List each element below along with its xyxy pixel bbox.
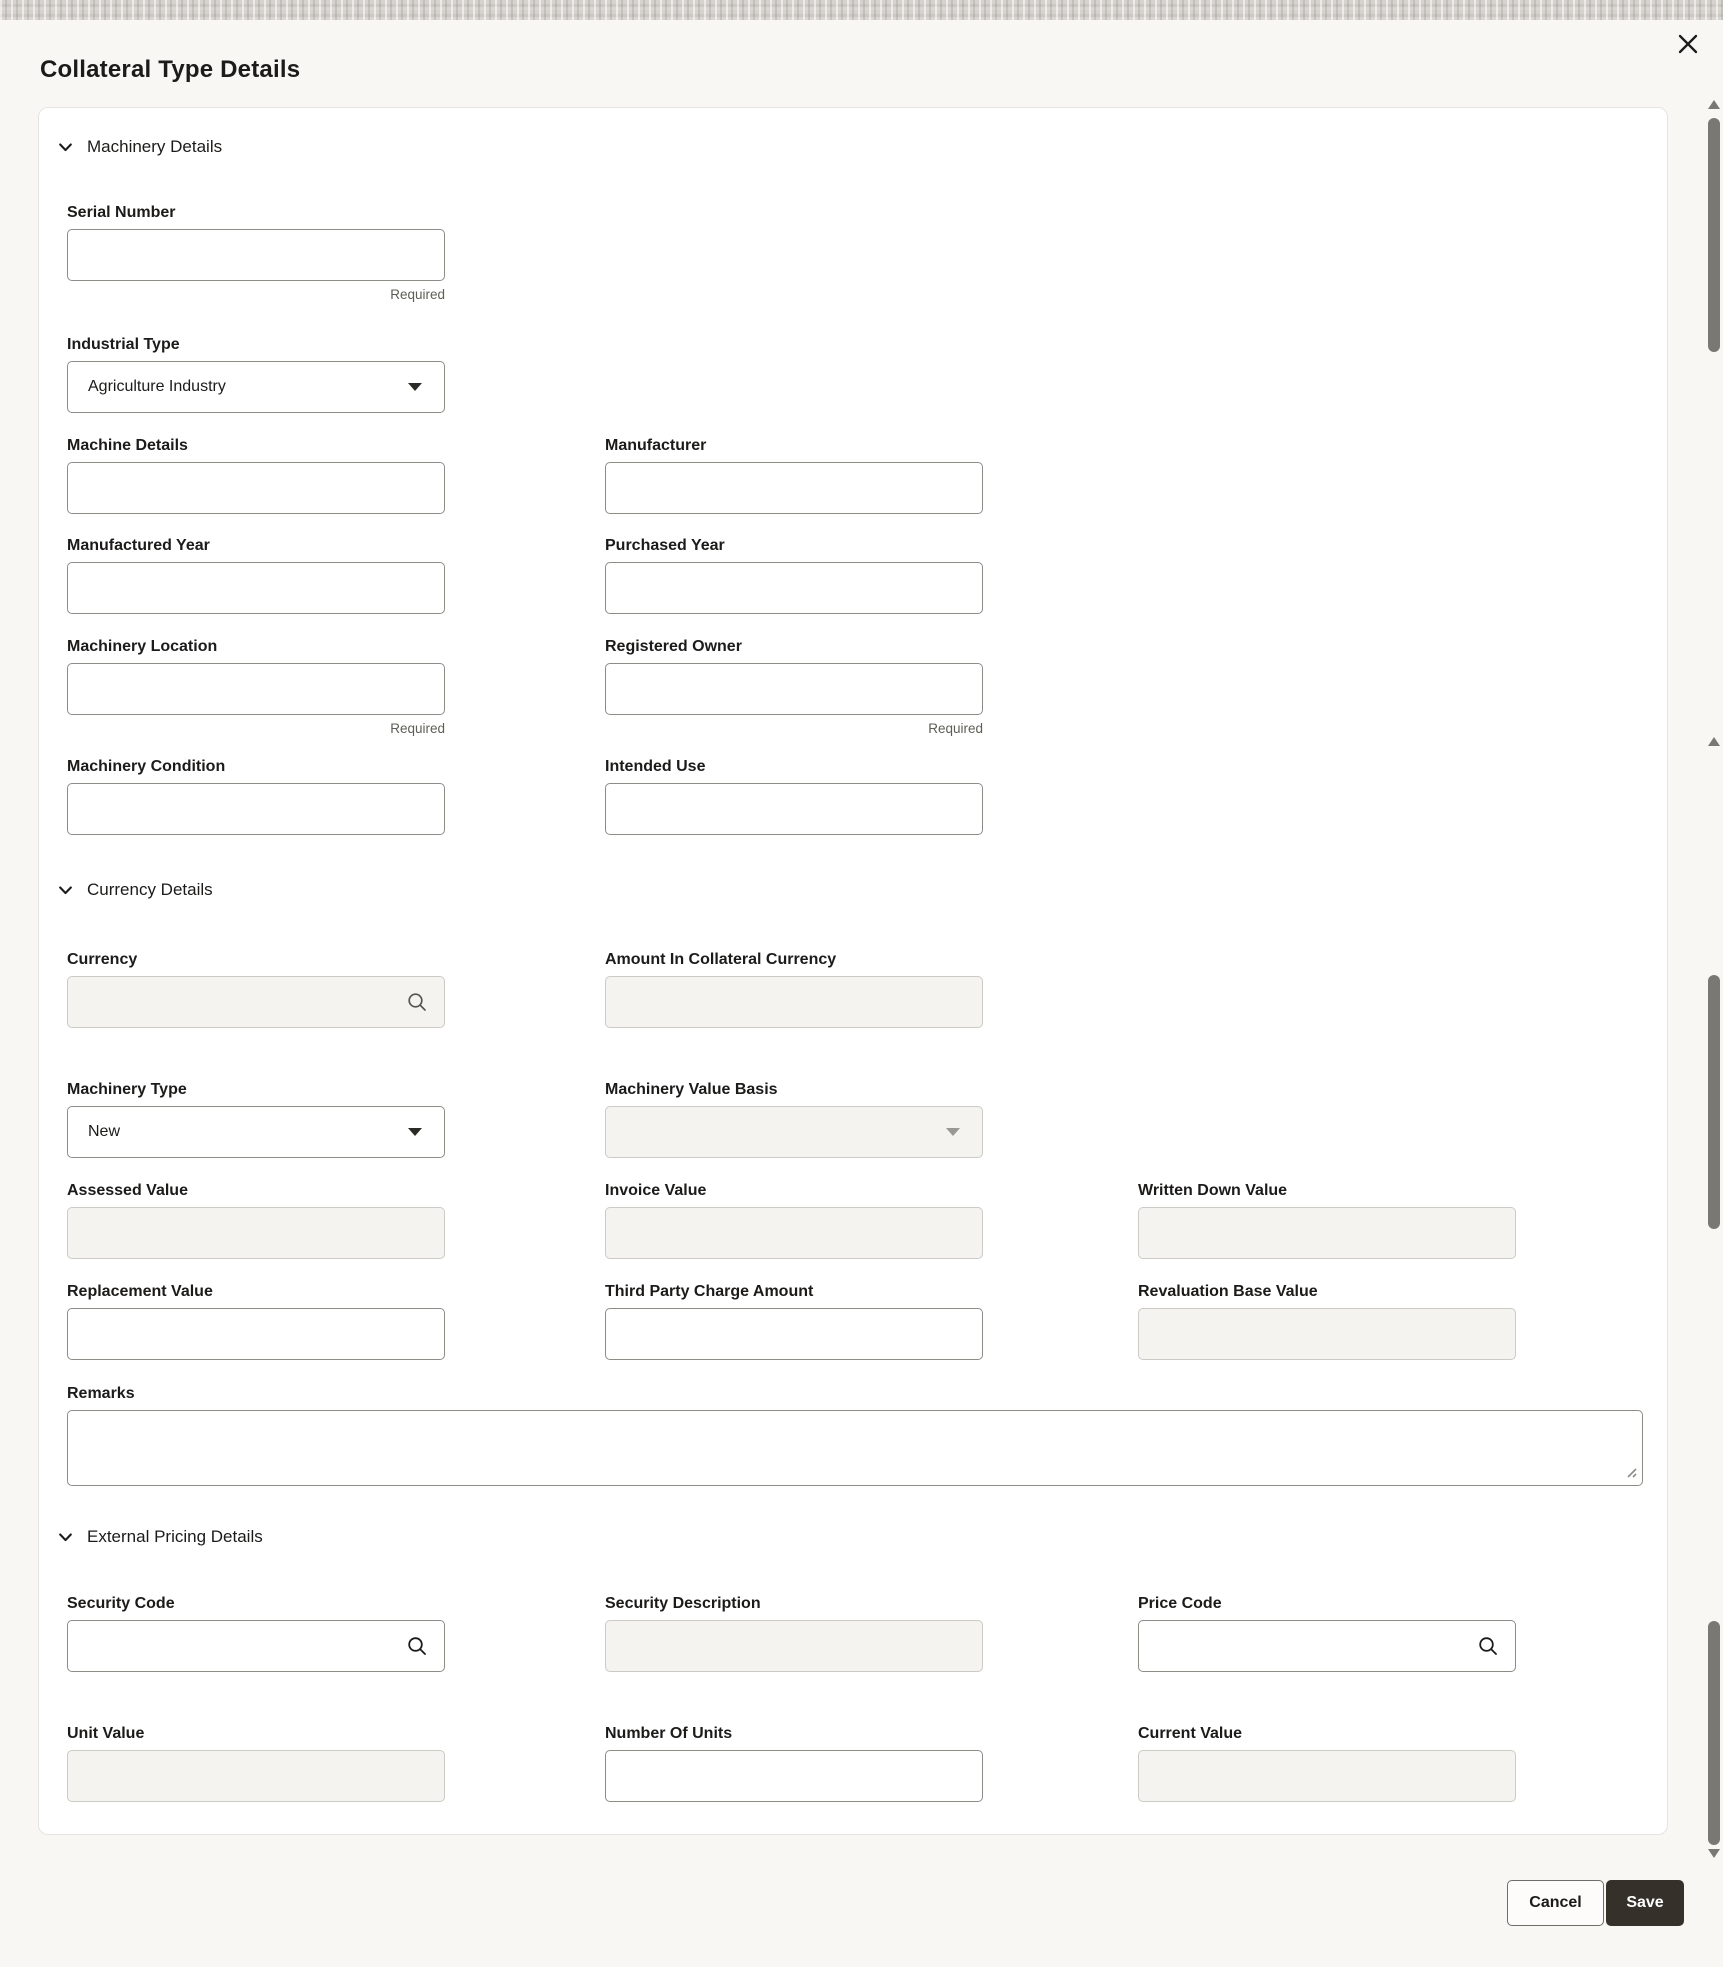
scrollbar-thumb[interactable] — [1708, 118, 1720, 352]
field-remarks — [67, 1385, 1643, 1486]
invoice-value-input — [605, 1207, 983, 1259]
machine-details-input[interactable] — [67, 462, 445, 514]
currency-search-input — [67, 976, 445, 1028]
collapse-chevron-icon — [57, 882, 74, 899]
field-label: Machinery Location — [67, 638, 218, 655]
field-label: Amount In Collateral Currency — [605, 951, 837, 968]
current-value-input — [1138, 1750, 1516, 1802]
resize-handle-icon[interactable] — [1624, 1465, 1638, 1479]
required-hint: Required — [390, 721, 445, 736]
replacement-value-input[interactable] — [67, 1308, 445, 1360]
field-label: Manufactured Year — [67, 537, 210, 554]
section-title: External Pricing Details — [87, 1527, 263, 1546]
field-label: Security Code — [67, 1595, 175, 1612]
field-intended-use — [605, 758, 983, 835]
serial-number-input[interactable] — [67, 229, 445, 281]
required-hint: Required — [928, 721, 983, 736]
field-label: Assessed Value — [67, 1182, 188, 1199]
field-label: Invoice Value — [605, 1182, 707, 1199]
field-label: Third Party Charge Amount — [605, 1283, 814, 1300]
field-registered-owner — [605, 638, 983, 736]
section-header-external-pricing-details[interactable] — [57, 1525, 263, 1549]
field-label: Number Of Units — [605, 1725, 733, 1742]
field-serial-number — [67, 204, 445, 302]
field-label: Industrial Type — [67, 336, 180, 353]
field-label: Manufacturer — [605, 437, 707, 454]
field-machinery-condition — [67, 758, 445, 835]
field-label: Replacement Value — [67, 1283, 213, 1300]
security-description-input — [605, 1620, 983, 1672]
field-industrial-type — [67, 336, 445, 413]
industrial-type-select[interactable] — [67, 361, 445, 413]
field-invoice-value — [605, 1182, 983, 1259]
scroll-up-arrow-icon[interactable] — [1708, 737, 1720, 746]
field-label: Registered Owner — [605, 638, 742, 655]
field-machinery-location — [67, 638, 445, 736]
field-machine-details — [67, 437, 445, 514]
scroll-up-arrow-icon[interactable] — [1708, 100, 1720, 109]
field-current-value — [1138, 1725, 1516, 1802]
field-revaluation-base-value — [1138, 1283, 1516, 1360]
section-title: Machinery Details — [87, 137, 223, 156]
selected-value: New — [88, 1123, 121, 1140]
field-currency — [67, 951, 445, 1028]
unit-value-input — [67, 1750, 445, 1802]
page-top-texture — [0, 0, 1723, 20]
dialog-title: Collateral Type Details — [40, 56, 301, 83]
search-icon — [1477, 1635, 1499, 1657]
machinery-value-basis-select — [605, 1106, 983, 1158]
field-label: Current Value — [1138, 1725, 1243, 1742]
close-icon — [1675, 31, 1701, 57]
amount-in-collateral-currency-input — [605, 976, 983, 1028]
close-button[interactable] — [1670, 26, 1706, 62]
required-hint: Required — [390, 287, 445, 302]
scroll-down-arrow-icon[interactable] — [1708, 1849, 1720, 1858]
field-purchased-year — [605, 537, 983, 614]
field-label: Price Code — [1138, 1595, 1222, 1612]
collapse-chevron-icon — [57, 139, 74, 156]
field-label: Machine Details — [67, 437, 188, 454]
field-label: Currency — [67, 951, 138, 968]
dropdown-caret-icon — [408, 383, 422, 391]
field-machinery-value-basis — [605, 1081, 983, 1158]
security-code-search-input[interactable] — [67, 1620, 445, 1672]
field-label: Security Description — [605, 1595, 761, 1612]
intended-use-input[interactable] — [605, 783, 983, 835]
assessed-value-input — [67, 1207, 445, 1259]
field-label: Machinery Condition — [67, 758, 226, 775]
field-number-of-units — [605, 1725, 983, 1802]
field-security-code — [67, 1595, 445, 1672]
field-price-code — [1138, 1595, 1516, 1672]
field-label: Remarks — [67, 1385, 135, 1402]
purchased-year-input[interactable] — [605, 562, 983, 614]
remarks-textarea[interactable] — [67, 1410, 1643, 1486]
field-label: Machinery Type — [67, 1081, 187, 1098]
search-icon — [406, 1635, 428, 1657]
manufacturer-input[interactable] — [605, 462, 983, 514]
field-replacement-value — [67, 1283, 445, 1360]
field-label: Purchased Year — [605, 537, 725, 554]
field-amount-in-collateral-currency — [605, 951, 983, 1028]
field-third-party-charge-amount — [605, 1283, 983, 1360]
save-button[interactable]: Save — [1606, 1880, 1684, 1926]
scrollbar-thumb[interactable] — [1708, 1621, 1720, 1845]
field-label: Machinery Value Basis — [605, 1081, 778, 1098]
field-label: Written Down Value — [1138, 1182, 1288, 1199]
form-card — [38, 107, 1668, 1835]
number-of-units-input[interactable] — [605, 1750, 983, 1802]
field-manufacturer — [605, 437, 983, 514]
selected-value: Agriculture Industry — [88, 378, 226, 395]
search-icon — [406, 991, 428, 1013]
written-down-value-input — [1138, 1207, 1516, 1259]
field-assessed-value — [67, 1182, 445, 1259]
scrollbar-thumb[interactable] — [1708, 975, 1720, 1229]
collapse-chevron-icon — [57, 1529, 74, 1546]
field-machinery-type — [67, 1081, 445, 1158]
field-written-down-value — [1138, 1182, 1516, 1259]
machinery-type-select[interactable] — [67, 1106, 445, 1158]
machinery-location-input[interactable] — [67, 663, 445, 715]
field-unit-value — [67, 1725, 445, 1802]
section-header-currency-details[interactable] — [57, 878, 213, 902]
cancel-button[interactable]: Cancel — [1507, 1880, 1604, 1926]
field-label: Serial Number — [67, 204, 176, 221]
field-manufactured-year — [67, 537, 445, 614]
field-label: Revaluation Base Value — [1138, 1283, 1318, 1300]
field-security-description — [605, 1595, 983, 1672]
dropdown-caret-icon — [408, 1128, 422, 1136]
field-label: Unit Value — [67, 1725, 145, 1742]
revaluation-base-value-input — [1138, 1308, 1516, 1360]
third-party-charge-amount-input[interactable] — [605, 1308, 983, 1360]
section-title: Currency Details — [87, 880, 213, 899]
registered-owner-input[interactable] — [605, 663, 983, 715]
section-header-machinery-details[interactable] — [57, 135, 222, 159]
dropdown-caret-icon — [946, 1128, 960, 1136]
machinery-condition-input[interactable] — [67, 783, 445, 835]
field-label: Intended Use — [605, 758, 706, 775]
price-code-search-input[interactable] — [1138, 1620, 1516, 1672]
manufactured-year-input[interactable] — [67, 562, 445, 614]
